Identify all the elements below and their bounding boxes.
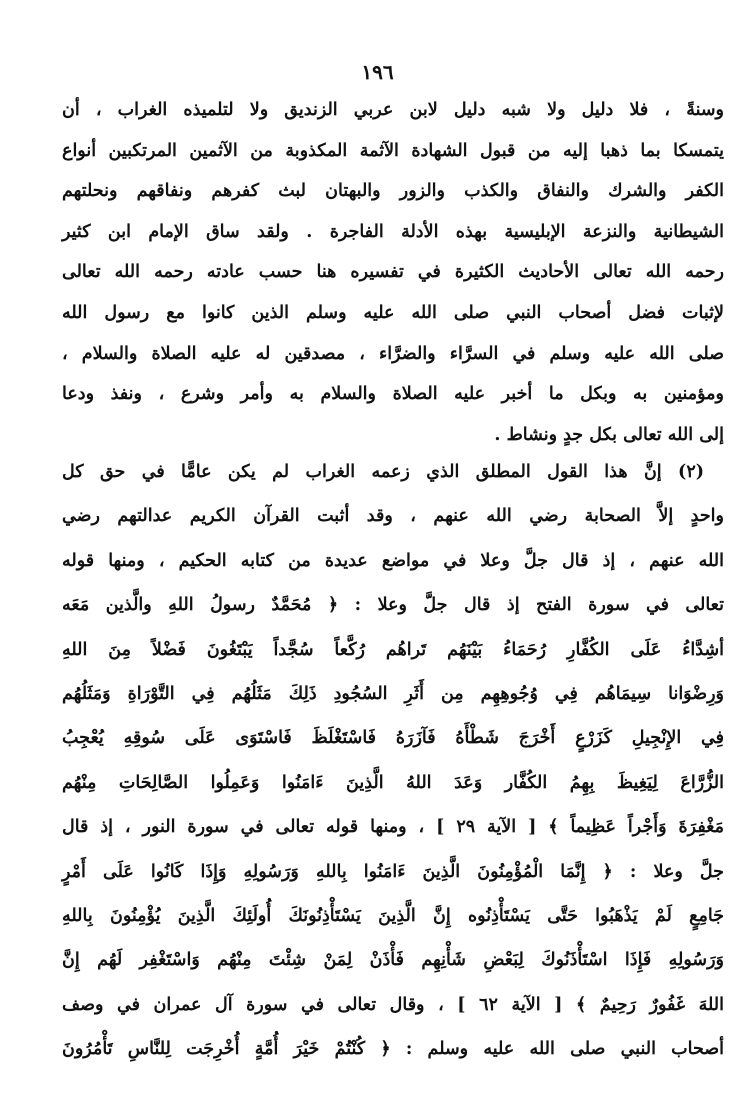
- paragraph-1: [62, 90, 724, 455]
- text-line: صلى الله عليه وسلم في السرَّاء والضرَّاء ، مصدقين له عليه الصلاة والسلام ،: [62, 343, 724, 364]
- text-line: إلى الله تعالى بكل جدٍ ونشاط .: [494, 424, 724, 445]
- text-line: الكفر والشرك والنفاق والكذب والزور والبهتان لبث كفرهم ونفاقهم ونحلتهم: [62, 181, 724, 202]
- text-line: يتمسكا بما ذهبا إليه من قبول الشهادة الآثمة المكذوبة من الآثمين المرتكبين أنواع: [62, 140, 724, 161]
- text-line: مَغْفِرَةَ وَأَجْراً عَظِيماً ﴾ [ الآية ٢٩ ] ، ومنها قوله تعالى في سورة النور ، إذ قال: [62, 817, 725, 838]
- text-line: تعالى في سورة الفتح إذ قال جلَّ وعلا : ﴿ مُحَمَّدٌ رسولُ اللهِ والَّذين مَعَه: [62, 595, 724, 616]
- text-line: أصحاب النبي صلى الله عليه وسلم : ﴿ كُنْتُمْ خَيْرَ أُمَّةٍ أُخْرِجَت لِلنَّاسِ تَأْمُرُونَ: [62, 1039, 724, 1060]
- text-line: الله عنهم ، إذ قال جلَّ وعلا في مواضع عديدة من كتابه الحكيم ، ومنها قوله: [62, 550, 724, 571]
- paragraph-2-footnote: [62, 450, 724, 1071]
- quran-line: فِي الإِنْجِيلِ كَزَرْعٍ أَخْرَجَ شَطْأَهُ فَآزَرَهُ فَاسْتَغْلَظَ فَاسْتَوَى عَلَى سُوقِهِ يُعْجِبُ: [62, 728, 724, 749]
- text-line: ومؤمنين به وبكل ما أخبر عليه الصلاة والسلام به وأمر وشرع ، ونفذ ودعا: [62, 384, 724, 405]
- quran-line: الزُّرَّاعَ لِيَغِيظَ بِهِمُ الكُفَّار وَعَدَ اللهُ الَّذِينَ ءَامَنُوا وَعَمِلُوا الصَّالِحَاتِ مِنْهُم: [62, 772, 724, 793]
- page-number: ١٩٦: [361, 60, 394, 84]
- text-line: (٢) إنَّ هذا القول المطلق الذي زعمه الغراب لم يكن عامًّا في حق كل: [62, 462, 704, 482]
- text-line: رحمه الله تعالى الأحاديث الكثيرة في تفسيره هنا حسب عادته رحمه الله تعالى: [62, 262, 724, 283]
- quran-line: جلَّ وعلا : ﴿ إِنَّمَا الْمُؤْمِنُونَ الَّذِينَ ءَامَنُوا بِاللهِ وَرَسُولِهِ وَإِذَا كَانُوا عَلَى أَمْرٍ: [62, 861, 724, 882]
- quran-line: جَامِعٍ لَمْ يَذْهَبُوا حَتَّى يَسْتَأْذِنُوه إِنَّ الَّذِينَ يَسْتَأْذِنُونَكَ أُولَئِكَ الَّذِينَ يُؤْمِنُونَ بِاللهِ: [62, 905, 724, 926]
- text-line: لإثبات فضل أصحاب النبي صلى الله عليه وسلم الذين كانوا مع رسول الله: [62, 302, 724, 323]
- text-line: وسنةً ، فلا دليل ولا شبه دليل لابن عربي الزنديق ولا لتلميذه الغراب ، أن: [62, 100, 724, 120]
- text-line: الشيطانية والنزعة الإبليسية بهذه الأدلة الفاجرة . ولقد ساق الإمام ابن كثير: [62, 221, 724, 242]
- quran-line: وَرَسُولِهِ فَإِذَا اسْتَأْذَنُوكَ لِبَعْضِ شَأْنِهِم فَأْذَنْ لِمَنْ شِئْتَ مِنْهُم وَاسْتَغْفِر لَهُم إِنَّ: [62, 950, 724, 971]
- text-line: اللهَ غَفُورٌ رَحِيمٌ ﴾ [ الآية ٦٢ ] ، وقال تعالى في سورة آل عمران في وصف: [62, 994, 724, 1015]
- quran-line: أشِدَّاءُ عَلَى الكُفَّارِ رُحَمَاءُ بَيْنَهُم تَراهُم رُكَّعاً سُجَّداً يَبْتَغُونَ فَضْلاً مِنَ اللهِ: [62, 639, 724, 660]
- quran-line: وَرِضْوَانا سِيمَاهُم فِي وُجُوهِهِم مِن أَثَرِ السُجُودِ ذَلِكَ مَثَلُهُم فِي التَّوْرَاةِ وَمَثَلُهُم: [62, 683, 724, 704]
- text-line: واحدٍ إلاَّ الصحابة رضي الله عنهم ، وقد أثبت القرآن الكريم عدالتهم رضي: [62, 506, 724, 527]
